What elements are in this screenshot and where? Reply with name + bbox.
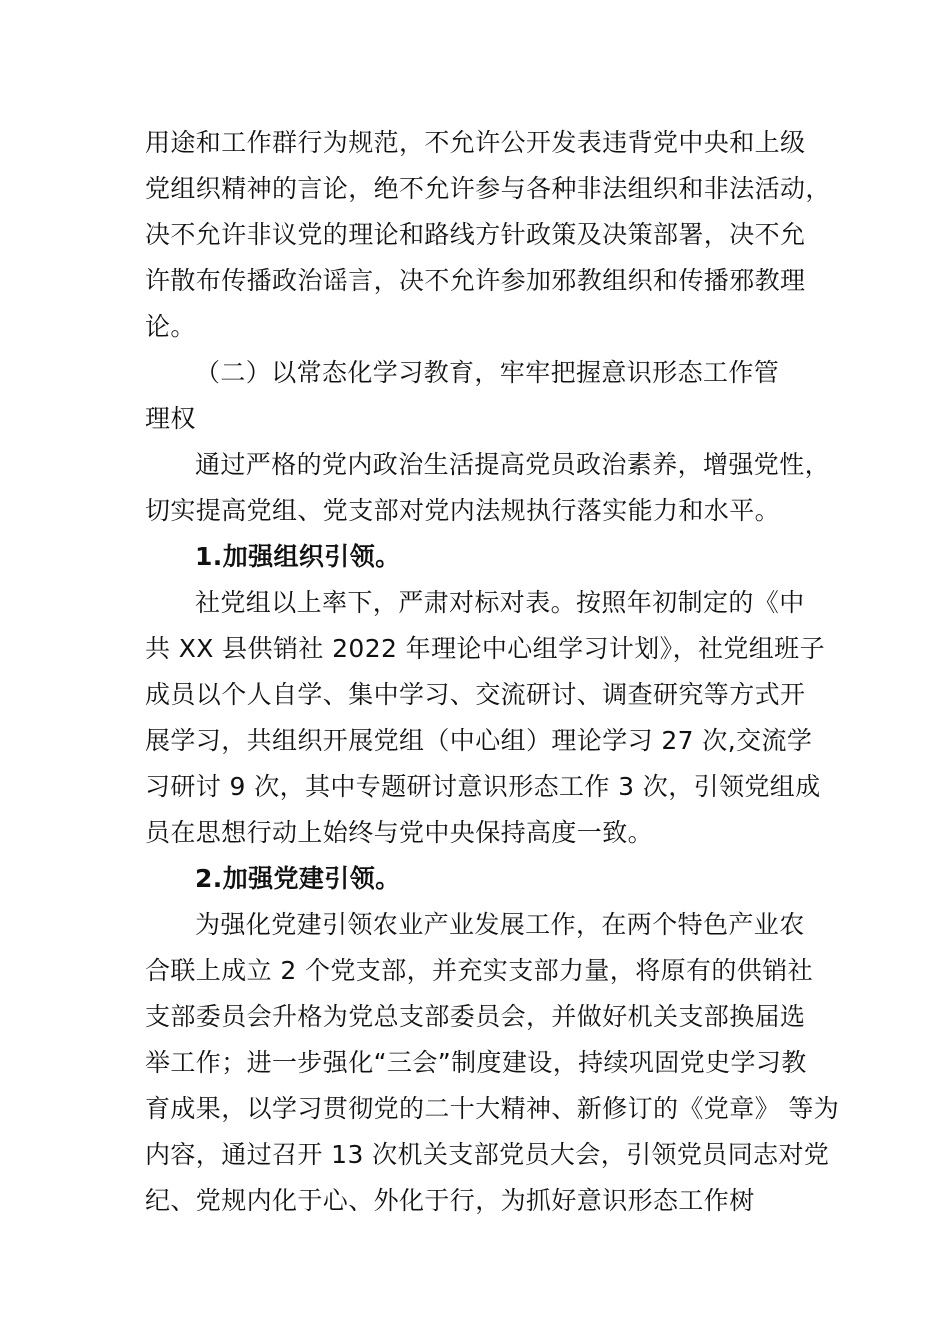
text-line: 共 XX 县供销社 2022 年理论中心组学习计划》，社党组班子 [145, 634, 825, 663]
text-line: 展学习，共组织开展党组（中心组）理论学习 27 次,交流学 [145, 726, 813, 755]
text-line: 社党组以上率下，严肃对标对表。按照年初制定的《中 [195, 588, 805, 617]
section-heading [145, 350, 815, 442]
text-line: 合联上成立 2 个党支部，并充实支部力量，将原有的供销社 [145, 956, 814, 985]
subheading-2 [145, 856, 815, 902]
subheading-1 [145, 534, 815, 580]
text-line: 切实提高党组、党支部对党内法规执行落实能力和水平。 [145, 496, 781, 525]
text-line: 论。 [145, 312, 196, 341]
subheading-line: 2.加强党建引领。 [195, 864, 401, 893]
text-line: 决不允许非议党的理论和路线方针政策及决策部署，决不允 [145, 220, 806, 249]
paragraph-intro [145, 442, 831, 534]
text-line: 习研讨 9 次，其中专题研讨意识形态工作 3 次，引领党组成 [145, 772, 821, 801]
text-line: 成员以个人自学、集中学习、交流研讨、调查研究等方式开 [145, 680, 806, 709]
paragraph-organization [145, 580, 825, 856]
subheading-line: 1.加强组织引领。 [195, 542, 401, 571]
text-line: 党组织精神的言论，绝不允许参与各种非法组织和非法活动， [145, 174, 831, 203]
text-line: 员在思想行动上始终与党中央保持高度一致。 [145, 818, 654, 847]
text-line: 通过严格的党内政治生活提高党员政治素养，增强党性， [195, 450, 831, 479]
text-line: 举工作；进一步强化“三会”制度建设，持续巩固党史学习教 [145, 1048, 807, 1077]
text-line: 用途和工作群行为规范，不允许公开发表违背党中央和上级 [145, 128, 806, 157]
text-line: 许散布传播政治谣言，决不允许参加邪教组织和传播邪教理 [145, 266, 806, 295]
section-heading-line: 理权 [145, 404, 196, 433]
paragraph-party-building [145, 902, 840, 1224]
text-line: 内容，通过召开 13 次机关支部党员大会，引领党员同志对党 [145, 1140, 830, 1169]
paragraph-continuation [145, 120, 831, 350]
text-line: 纪、党规内化于心、外化于行，为抓好意识形态工作树 [145, 1186, 755, 1215]
text-line: 为强化党建引领农业产业发展工作，在两个特色产业农 [195, 910, 805, 939]
text-line: 支部委员会升格为党总支部委员会，并做好机关支部换届选 [145, 1002, 806, 1031]
document-body [145, 120, 840, 1224]
section-heading-line: （二）以常态化学习教育，牢牢把握意识形态工作管 [195, 358, 780, 387]
text-line: 育成果，以学习贯彻党的二十大精神、新修订的《党章》 等为 [145, 1094, 840, 1123]
